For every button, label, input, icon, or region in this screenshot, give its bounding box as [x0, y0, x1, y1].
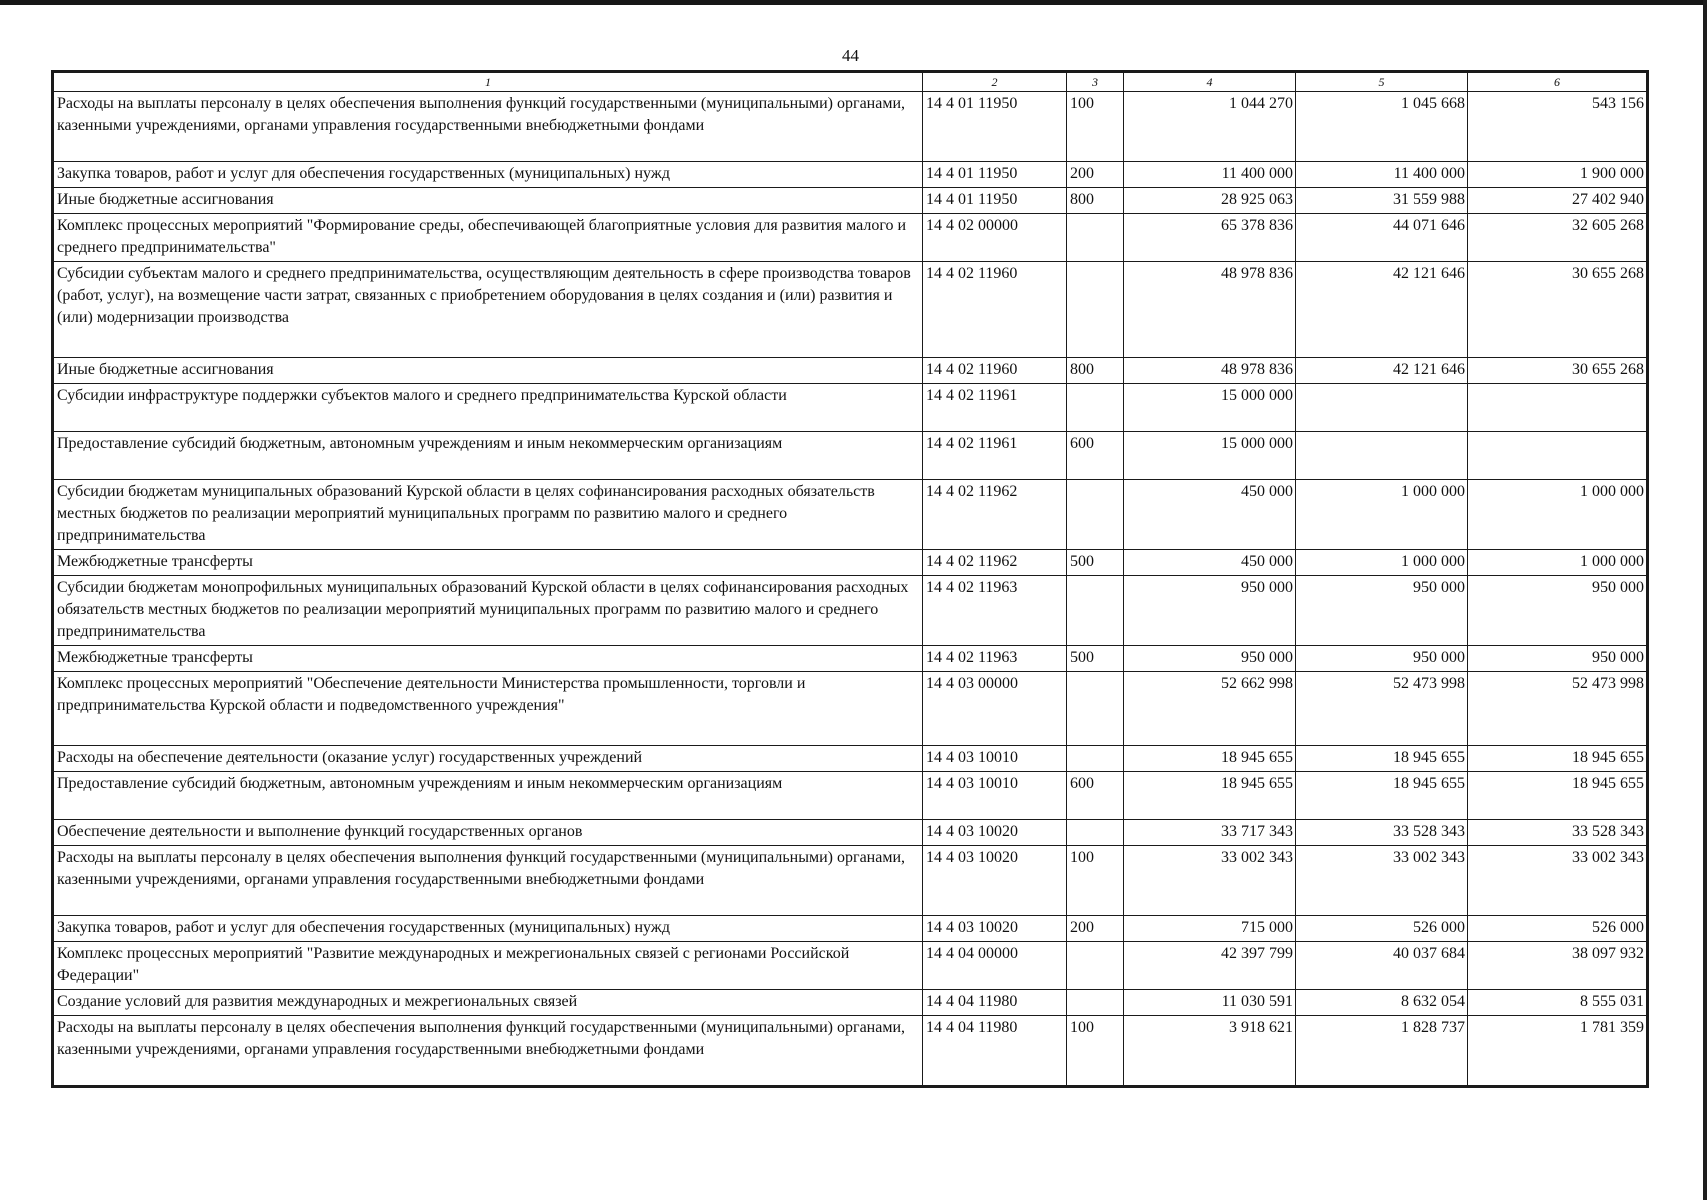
row-amount-3: 52 473 998	[1468, 672, 1647, 746]
row-code: 14 4 02 11963	[923, 646, 1067, 672]
table-row	[54, 162, 1647, 188]
row-name: Субсидии бюджетам монопрофильных муниципальных образований Курской области в целях софинансирования расходных обязательств местных бюджетов по реализации мероприятий муниципальных программ по развитию малого и среднего предпринимательства	[54, 576, 923, 646]
scan-border-top	[0, 0, 1707, 5]
row-amount-3: 18 945 655	[1468, 772, 1647, 820]
row-amount-3: 543 156	[1468, 92, 1647, 162]
row-amount-2: 1 828 737	[1296, 1016, 1468, 1086]
row-amount-1: 18 945 655	[1124, 772, 1296, 820]
row-expense-type: 100	[1067, 92, 1124, 162]
row-amount-3: 30 655 268	[1468, 358, 1647, 384]
row-amount-1: 3 918 621	[1124, 1016, 1296, 1086]
row-name: Создание условий для развития международных и межрегиональных связей	[54, 990, 923, 1016]
row-amount-2: 950 000	[1296, 646, 1468, 672]
row-amount-2: 8 632 054	[1296, 990, 1468, 1016]
row-amount-3: 1 900 000	[1468, 162, 1647, 188]
row-amount-1: 1 044 270	[1124, 92, 1296, 162]
table-row	[54, 214, 1647, 262]
row-name: Предоставление субсидий бюджетным, автономным учреждениям и иным некоммерческим организациям	[54, 432, 923, 480]
row-amount-3: 33 528 343	[1468, 820, 1647, 846]
row-amount-1: 15 000 000	[1124, 432, 1296, 480]
row-amount-1: 28 925 063	[1124, 188, 1296, 214]
table-row	[54, 672, 1647, 746]
row-code: 14 4 03 10020	[923, 846, 1067, 916]
row-amount-3: 8 555 031	[1468, 990, 1647, 1016]
row-amount-3: 1 000 000	[1468, 480, 1647, 550]
row-code: 14 4 02 00000	[923, 214, 1067, 262]
row-amount-2: 52 473 998	[1296, 672, 1468, 746]
table-row	[54, 1016, 1647, 1086]
row-amount-3: 33 002 343	[1468, 846, 1647, 916]
row-amount-2: 1 045 668	[1296, 92, 1468, 162]
row-amount-2: 42 121 646	[1296, 358, 1468, 384]
row-amount-3: 27 402 940	[1468, 188, 1647, 214]
row-amount-1: 950 000	[1124, 576, 1296, 646]
budget-table	[53, 72, 1647, 1086]
row-expense-type: 500	[1067, 646, 1124, 672]
row-amount-2: 1 000 000	[1296, 480, 1468, 550]
row-amount-3: 38 097 932	[1468, 942, 1647, 990]
row-expense-type: 600	[1067, 772, 1124, 820]
row-expense-type: 500	[1067, 550, 1124, 576]
page-number-text: 44	[842, 46, 859, 65]
row-amount-3: 18 945 655	[1468, 746, 1647, 772]
row-name: Расходы на выплаты персоналу в целях обеспечения выполнения функций государственными (муниципальными) органами, казенными учреждениями, органами управления государственными внебюджетными фондами	[54, 846, 923, 916]
row-expense-type	[1067, 820, 1124, 846]
row-amount-1: 42 397 799	[1124, 942, 1296, 990]
row-expense-type: 100	[1067, 1016, 1124, 1086]
row-name: Комплекс процессных мероприятий "Обеспечение деятельности Министерства промышленности, торговли и предпринимательства Курской области и подведомственного учреждения"	[54, 672, 923, 746]
row-amount-2: 40 037 684	[1296, 942, 1468, 990]
column-header-expense-type: 3	[1067, 73, 1124, 92]
row-expense-type: 600	[1067, 432, 1124, 480]
row-amount-2	[1296, 384, 1468, 432]
row-expense-type	[1067, 990, 1124, 1016]
table-row	[54, 188, 1647, 214]
row-name: Иные бюджетные ассигнования	[54, 358, 923, 384]
row-name: Расходы на выплаты персоналу в целях обеспечения выполнения функций государственными (муниципальными) органами, казенными учреждениями, органами управления государственными внебюджетными фондами	[54, 92, 923, 162]
row-code: 14 4 02 11962	[923, 480, 1067, 550]
scan-border-right	[1703, 0, 1707, 1200]
row-expense-type: 100	[1067, 846, 1124, 916]
row-expense-type	[1067, 576, 1124, 646]
row-amount-2: 1 000 000	[1296, 550, 1468, 576]
page-number	[0, 46, 1707, 66]
row-name: Иные бюджетные ассигнования	[54, 188, 923, 214]
row-code: 14 4 02 11961	[923, 384, 1067, 432]
row-code: 14 4 01 11950	[923, 188, 1067, 214]
row-name: Закупка товаров, работ и услуг для обеспечения государственных (муниципальных) нужд	[54, 162, 923, 188]
row-name: Закупка товаров, работ и услуг для обеспечения государственных (муниципальных) нужд	[54, 916, 923, 942]
row-name: Субсидии субъектам малого и среднего предпринимательства, осуществляющим деятельность в сфере производства товаров (работ, услуг), на возмещение части затрат, связанных с приобретением оборудования в целях создания и (или) развития и (или) модернизации производства	[54, 262, 923, 358]
row-amount-2: 31 559 988	[1296, 188, 1468, 214]
row-code: 14 4 01 11950	[923, 162, 1067, 188]
row-expense-type	[1067, 746, 1124, 772]
row-name: Расходы на выплаты персоналу в целях обеспечения выполнения функций государственными (муниципальными) органами, казенными учреждениями, органами управления государственными внебюджетными фондами	[54, 1016, 923, 1086]
row-amount-3: 1 781 359	[1468, 1016, 1647, 1086]
table-row	[54, 92, 1647, 162]
row-amount-2: 18 945 655	[1296, 746, 1468, 772]
table-row	[54, 262, 1647, 358]
row-code: 14 4 02 11961	[923, 432, 1067, 480]
row-amount-2: 44 071 646	[1296, 214, 1468, 262]
row-name: Межбюджетные трансферты	[54, 646, 923, 672]
row-amount-1: 33 002 343	[1124, 846, 1296, 916]
column-header-code: 2	[923, 73, 1067, 92]
row-code: 14 4 03 10010	[923, 746, 1067, 772]
table-row	[54, 480, 1647, 550]
row-name: Комплекс процессных мероприятий "Формирование среды, обеспечивающей благоприятные условия для развития малого и среднего предпринимательства"	[54, 214, 923, 262]
row-code: 14 4 02 11962	[923, 550, 1067, 576]
row-code: 14 4 04 00000	[923, 942, 1067, 990]
row-expense-type	[1067, 384, 1124, 432]
row-amount-2: 33 002 343	[1296, 846, 1468, 916]
row-expense-type	[1067, 480, 1124, 550]
row-name: Обеспечение деятельности и выполнение функций государственных органов	[54, 820, 923, 846]
column-header-amount-1: 4	[1124, 73, 1296, 92]
row-amount-3: 950 000	[1468, 576, 1647, 646]
row-expense-type	[1067, 214, 1124, 262]
table-row	[54, 646, 1647, 672]
row-amount-2: 42 121 646	[1296, 262, 1468, 358]
table-row	[54, 820, 1647, 846]
row-amount-2: 950 000	[1296, 576, 1468, 646]
row-amount-1: 715 000	[1124, 916, 1296, 942]
table-row	[54, 942, 1647, 990]
row-name: Расходы на обеспечение деятельности (оказание услуг) государственных учреждений	[54, 746, 923, 772]
row-amount-1: 11 400 000	[1124, 162, 1296, 188]
table-row	[54, 384, 1647, 432]
row-amount-2	[1296, 432, 1468, 480]
row-expense-type: 200	[1067, 162, 1124, 188]
row-expense-type	[1067, 672, 1124, 746]
row-amount-1: 450 000	[1124, 480, 1296, 550]
row-amount-1: 450 000	[1124, 550, 1296, 576]
row-amount-3: 32 605 268	[1468, 214, 1647, 262]
row-amount-1: 33 717 343	[1124, 820, 1296, 846]
row-amount-1: 950 000	[1124, 646, 1296, 672]
row-amount-2: 11 400 000	[1296, 162, 1468, 188]
row-code: 14 4 03 10010	[923, 772, 1067, 820]
row-code: 14 4 04 11980	[923, 1016, 1067, 1086]
row-expense-type: 800	[1067, 358, 1124, 384]
row-amount-2: 33 528 343	[1296, 820, 1468, 846]
row-name: Предоставление субсидий бюджетным, автономным учреждениям и иным некоммерческим организациям	[54, 772, 923, 820]
row-expense-type	[1067, 942, 1124, 990]
row-amount-1: 48 978 836	[1124, 262, 1296, 358]
table-row	[54, 772, 1647, 820]
table-row	[54, 746, 1647, 772]
table-row	[54, 990, 1647, 1016]
row-code: 14 4 02 11960	[923, 358, 1067, 384]
table-row	[54, 358, 1647, 384]
row-amount-2: 18 945 655	[1296, 772, 1468, 820]
header-row	[54, 73, 1647, 92]
column-header-name: 1	[54, 73, 923, 92]
row-name: Субсидии бюджетам муниципальных образований Курской области в целях софинансирования расходных обязательств местных бюджетов по реализации мероприятий муниципальных программ по развитию малого и среднего предпринимательства	[54, 480, 923, 550]
row-amount-1: 65 378 836	[1124, 214, 1296, 262]
row-code: 14 4 02 11960	[923, 262, 1067, 358]
row-amount-3: 950 000	[1468, 646, 1647, 672]
column-header-amount-2: 5	[1296, 73, 1468, 92]
row-amount-1: 52 662 998	[1124, 672, 1296, 746]
row-code: 14 4 03 10020	[923, 916, 1067, 942]
table-row	[54, 432, 1647, 480]
row-code: 14 4 04 11980	[923, 990, 1067, 1016]
row-amount-1: 15 000 000	[1124, 384, 1296, 432]
table-row	[54, 916, 1647, 942]
row-code: 14 4 03 00000	[923, 672, 1067, 746]
row-amount-3: 1 000 000	[1468, 550, 1647, 576]
row-amount-2: 526 000	[1296, 916, 1468, 942]
table-row	[54, 576, 1647, 646]
row-code: 14 4 02 11963	[923, 576, 1067, 646]
row-name: Межбюджетные трансферты	[54, 550, 923, 576]
row-amount-1: 48 978 836	[1124, 358, 1296, 384]
row-amount-1: 18 945 655	[1124, 746, 1296, 772]
table-row	[54, 846, 1647, 916]
row-code: 14 4 01 11950	[923, 92, 1067, 162]
row-amount-3: 526 000	[1468, 916, 1647, 942]
row-amount-3: 30 655 268	[1468, 262, 1647, 358]
table-row	[54, 550, 1647, 576]
column-header-amount-3: 6	[1468, 73, 1647, 92]
row-code: 14 4 03 10020	[923, 820, 1067, 846]
row-amount-3	[1468, 432, 1647, 480]
row-name: Комплекс процессных мероприятий "Развитие международных и межрегиональных связей с регионами Российской Федерации"	[54, 942, 923, 990]
row-name: Субсидии инфраструктуре поддержки субъектов малого и среднего предпринимательства Курской области	[54, 384, 923, 432]
row-expense-type: 800	[1067, 188, 1124, 214]
row-amount-3	[1468, 384, 1647, 432]
row-expense-type	[1067, 262, 1124, 358]
row-expense-type: 200	[1067, 916, 1124, 942]
row-amount-1: 11 030 591	[1124, 990, 1296, 1016]
